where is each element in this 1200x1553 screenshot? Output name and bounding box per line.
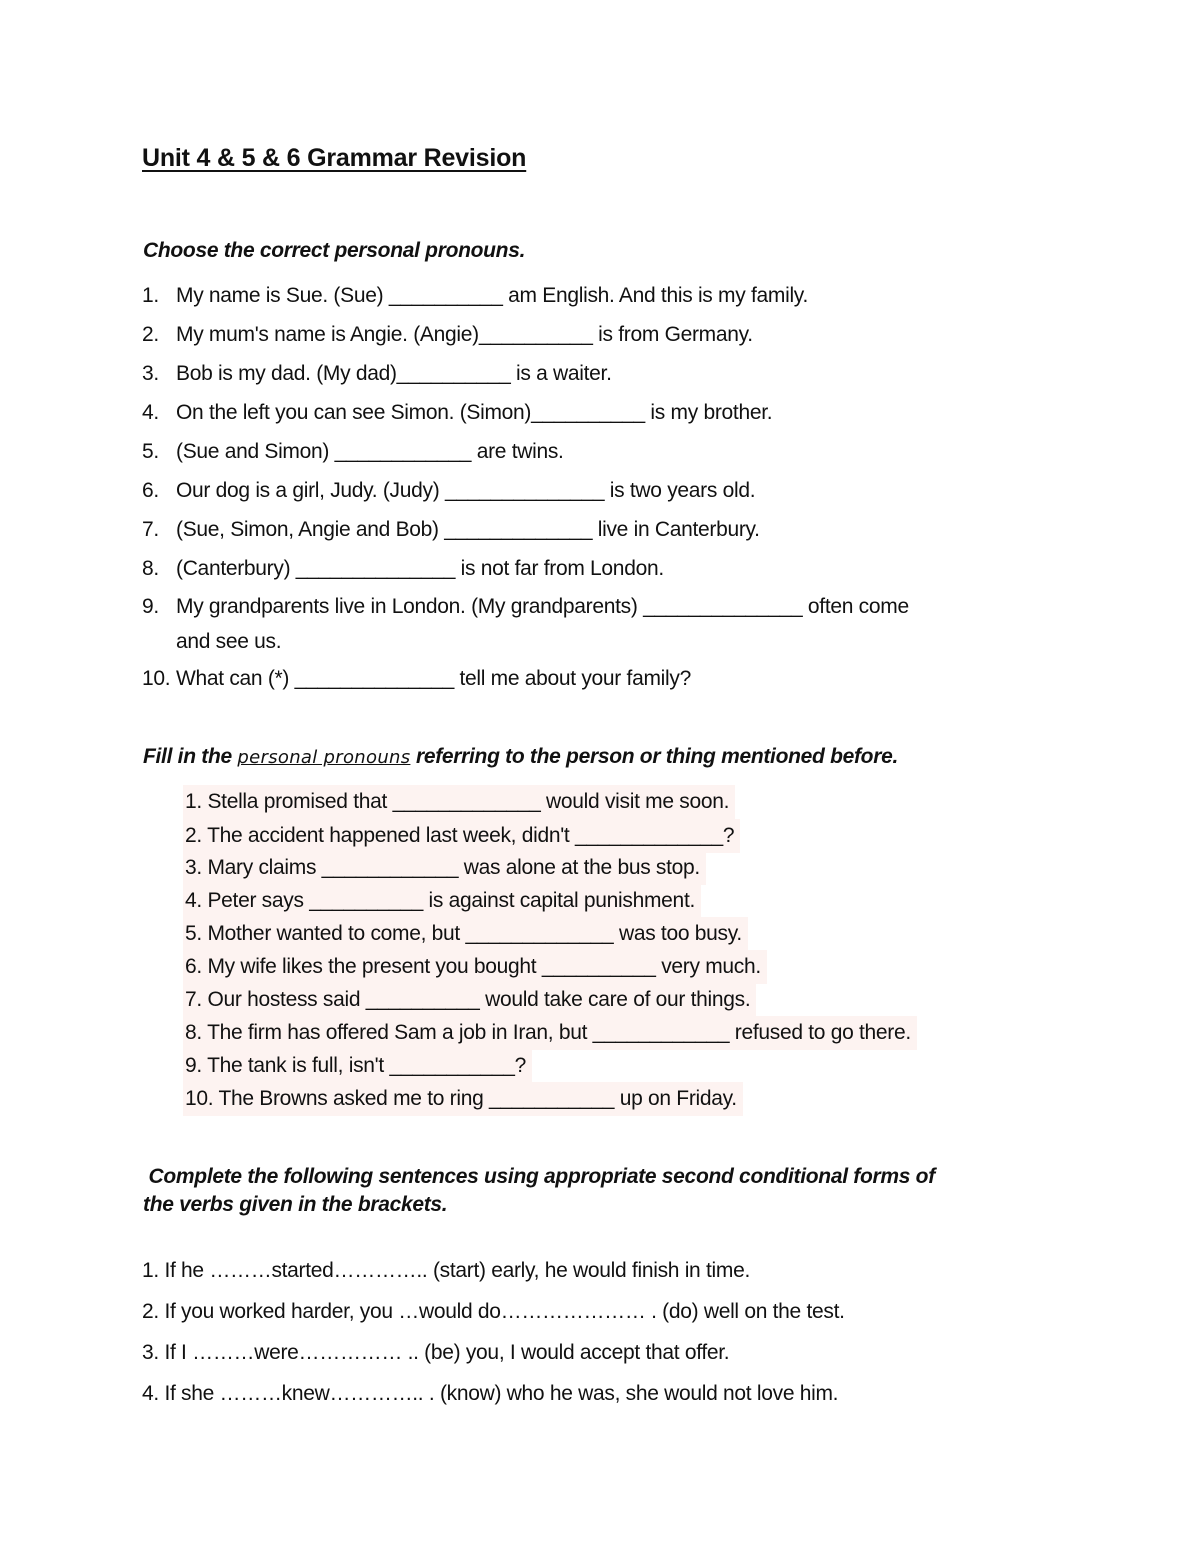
item-number: 9. (142, 595, 159, 618)
item-text: On the left you can see Simon. (Simon)__________ is my brother. (176, 401, 773, 424)
section3-heading-line1: Complete the following sentences using appropriate second conditional forms of (143, 1165, 935, 1188)
section1-heading: Choose the correct personal pronouns. (143, 239, 526, 262)
item-text: 3. Mary claims ____________ was alone at the bus stop. (183, 851, 706, 885)
item-text-continuation: and see us. (176, 630, 282, 653)
item-text: 1. Stella promised that _____________ would visit me soon. (183, 785, 735, 819)
item-text: 8. The firm has offered Sam a job in Iran, but ____________ refused to go there. (183, 1016, 917, 1050)
item-number: 6. (142, 479, 159, 502)
item-text: My grandparents live in London. (My grandparents) ______________ often come (176, 595, 909, 618)
item-number: 3. (142, 362, 159, 385)
section3-heading-line2: the verbs given in the brackets. (143, 1193, 448, 1216)
item-text: 10. The Browns asked me to ring ___________ up on Friday. (183, 1082, 743, 1116)
item-text: 3. If I ………were…………… .. (be) you, I would accept that offer. (142, 1341, 730, 1364)
item-number: 2. (142, 323, 159, 346)
item-number: 1. (142, 284, 159, 307)
item-text: 2. The accident happened last week, didn't _____________? (183, 819, 740, 853)
item-number: 8. (142, 557, 159, 580)
section2-heading (143, 745, 898, 769)
item-text: My mum's name is Angie. (Angie)__________ is from Germany. (176, 323, 753, 346)
item-number: 7. (142, 518, 159, 541)
item-text: 5. Mother wanted to come, but _____________ was too busy. (183, 917, 748, 951)
item-text: (Canterbury) ______________ is not far from London. (176, 557, 664, 580)
item-text: Our dog is a girl, Judy. (Judy) ______________ is two years old. (176, 479, 756, 502)
heading-text: Fill in the (143, 745, 238, 768)
item-number: 5. (142, 440, 159, 463)
item-text: (Sue and Simon) ____________ are twins. (176, 440, 564, 463)
personal-pronouns-link[interactable]: personal pronouns (237, 747, 411, 768)
item-text: 1. If he ………started………….. (start) early, he would finish in time. (142, 1259, 750, 1282)
item-text: 6. My wife likes the present you bought __________ very much. (183, 950, 767, 984)
item-text: What can (*) ______________ tell me about your family? (176, 667, 691, 690)
page-title: Unit 4 & 5 & 6 Grammar Revision (142, 144, 527, 172)
item-text: My name is Sue. (Sue) __________ am English. And this is my family. (176, 284, 808, 307)
item-text: (Sue, Simon, Angie and Bob) _____________ live in Canterbury. (176, 518, 760, 541)
item-number: 4. (142, 401, 159, 424)
item-number: 10. (142, 667, 171, 690)
item-text: 2. If you worked harder, you …would do………………… . (do) well on the test. (142, 1300, 845, 1323)
item-text: 9. The tank is full, isn't ___________? (183, 1049, 532, 1083)
item-text: 4. Peter says __________ is against capital punishment. (183, 884, 701, 918)
item-text: 7. Our hostess said __________ would take care of our things. (183, 983, 756, 1017)
heading-text: referring to the person or thing mentioned before. (410, 745, 898, 768)
item-text: Bob is my dad. (My dad)__________ is a waiter. (176, 362, 612, 385)
item-text: 4. If she ………knew………….. . (know) who he was, she would not love him. (142, 1382, 839, 1405)
